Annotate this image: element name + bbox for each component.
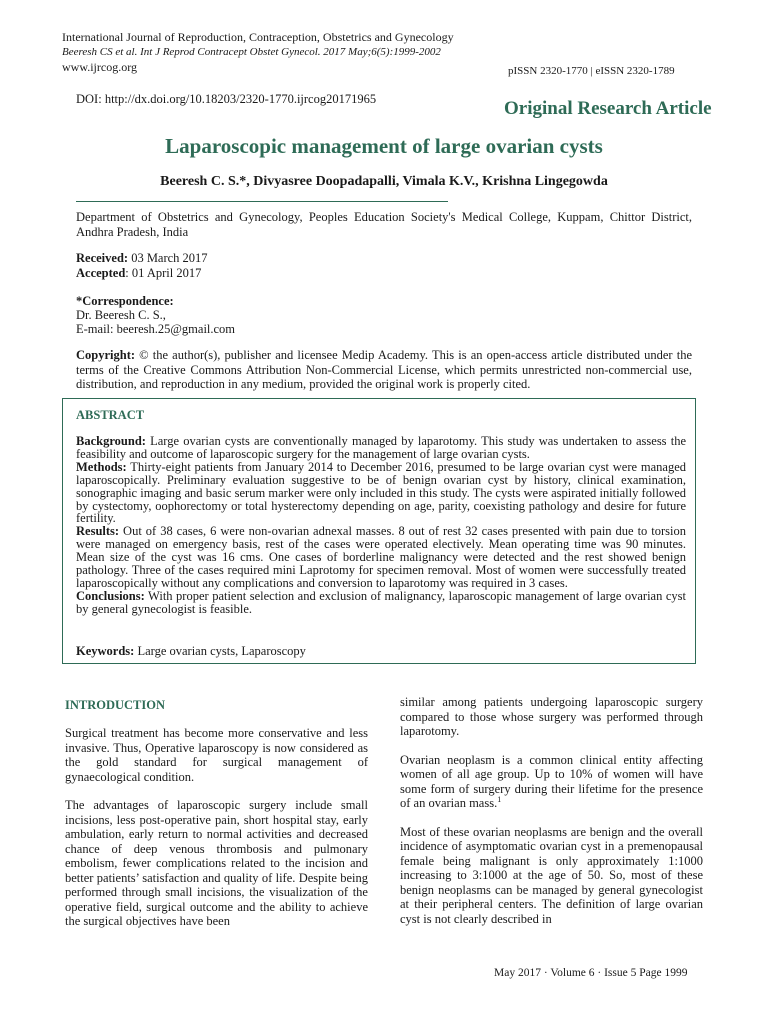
- received-label: Received:: [76, 251, 129, 265]
- abstract-heading: ABSTRACT: [76, 408, 145, 422]
- citation: Beeresh CS et al. Int J Reprod Contracept Obstet Gynecol. 2017 May;6(5):1999-2002: [62, 46, 441, 58]
- introduction-heading: INTRODUCTION: [65, 698, 166, 712]
- affiliation: Department of Obstetrics and Gynecology, Peoples Education Society's Medical College, Kuppam, Chittor District, Andhra Pradesh, India: [76, 210, 692, 239]
- doi: DOI: http://dx.doi.org/10.18203/2320-1770.ijrcog20171965: [76, 92, 377, 106]
- author-list: Beeresh C. S.*, Divyasree Doopadapalli, Vimala K.V., Krishna Lingegowda: [160, 174, 608, 189]
- journal-name: International Journal of Reproduction, Contraception, Obstetrics and Gynecology: [62, 30, 454, 44]
- methods-text: Thirty-eight patients from January 2014 to December 2016, presumed to be large ovarian cyst were managed laparoscopically. Preliminary evaluation suggestive to be of benign ovarian cyst by history, clinical examination, sonographic imaging and basic serum marker were only included in this study. The cysts were aspirated initially followed by cystectomy, oophorectomy or total hysterectomy depending on age, parity, coexisting pathology and desire for future fertility.: [76, 459, 686, 526]
- methods-label: Methods:: [76, 459, 127, 474]
- citation-ref-1: 1: [497, 794, 502, 804]
- results-label: Results:: [76, 524, 120, 539]
- abstract-methods: [76, 461, 686, 526]
- paper-title: Laparoscopic management of large ovarian cysts: [165, 134, 603, 158]
- background-text: Large ovarian cysts are conventionally managed by laparotomy. This study was undertaken to assess the feasibility and outcome of laparoscopic surgery for the management of large ovarian cysts.: [76, 434, 686, 461]
- journal-website: www.ijrcog.org: [62, 60, 137, 74]
- copyright-label: Copyright:: [76, 348, 136, 362]
- conclusions-label: Conclusions:: [76, 588, 145, 603]
- intro-paragraph-2: The advantages of laparoscopic surgery include small incisions, less post-operative pain, short hospital stay, early ambulation, early return to normal activities and decreased chance of deep venous thrombosis and pulmonary embolism, fewer complications related to the incision and better patients’ satisfaction and quality of life. Despite being performed through small incisions, the visualization of the operative field, surgical outcome and the ability to achieve the surgical objectives have been: [65, 798, 368, 928]
- abstract-keywords: [76, 645, 686, 658]
- right-column: [400, 695, 703, 940]
- keywords-text: Large ovarian cysts, Laparoscopy: [134, 644, 306, 658]
- article-type: Original Research Article: [504, 98, 712, 119]
- intro-paragraph-3: similar among patients undergoing laparoscopic surgery compared to those whose surgery was performed through laparotomy.: [400, 695, 703, 738]
- keywords-label: Keywords:: [76, 644, 135, 658]
- accepted-value: : 01 April 2017: [125, 266, 202, 280]
- intro-paragraph-5: Most of these ovarian neoplasms are benign and the overall incidence of asymptomatic ovarian cyst in a premenopausal female being malignant is only approximately 1:1000 increasing to 3:1000 at the age of 50. So, most of these benign neoplasms can be managed by general gynecologist at their peripheral centers. The definition of large ovarian cyst is not clearly described in: [400, 824, 703, 926]
- abstract-box: [62, 398, 696, 664]
- intro-paragraph-4: [400, 753, 703, 811]
- correspondence-heading: *Correspondence:: [76, 294, 174, 308]
- received-value: 03 March 2017: [128, 251, 208, 265]
- copyright-notice: [76, 348, 692, 392]
- left-column: [65, 726, 368, 943]
- received-date: [76, 251, 692, 266]
- intro-paragraph-1: Surgical treatment has become more conservative and less invasive. Thus, Operative laparoscopy is now considered as the gold standard for surgical management of gynaecological condition.: [65, 726, 368, 784]
- results-text: Out of 38 cases, 6 were non-ovarian adnexal masses. 8 out of rest 32 cases presented with pain due to torsion were managed on emergency basis, rest of the cases were operated electively. Mean operating time was 90 minutes. Mean size of the cyst was 16 cms. One cases of borderline malignancy were detected and the rest showed benign pathology. Three of the cases required mini Laprotomy for specimen removal. Most of women were successfully treated laparoscopically without any complications and conversion to laparotomy was required in 3 cases.: [76, 524, 686, 590]
- accepted-label: Accepted: [76, 266, 126, 280]
- conclusions-text: With proper patient selection and exclusion of malignancy, laparoscopic management of large ovarian cyst by general gynecologist is feasible.: [76, 588, 686, 616]
- background-label: Background:: [76, 434, 146, 448]
- abstract-background: [76, 435, 686, 461]
- correspondence-email: E-mail: beeresh.25@gmail.com: [76, 322, 236, 336]
- title-divider: [76, 201, 448, 202]
- issn: pISSN 2320-1770 | eISSN 2320-1789: [508, 65, 675, 77]
- abstract-body: [76, 435, 686, 616]
- accepted-date: [76, 266, 692, 281]
- abstract-conclusions: [76, 590, 686, 616]
- copyright-text: © the author(s), publisher and licensee Medip Academy. This is an open-access article distributed under the terms of the Creative Commons Attribution Non-Commercial License, which permits unrestricted non-commercial use, distribution, and reproduction in any medium, provided the original work is properly cited.: [76, 348, 692, 391]
- intro-paragraph-4-text: Ovarian neoplasm is a common clinical entity affecting women of all age group. Up to 10% of women will have some form of surgery during their lifetime for the presence of an ovarian mass.: [400, 752, 703, 810]
- correspondence-name: Dr. Beeresh C. S.,: [76, 308, 166, 322]
- page-footer: May 2017 · Volume 6 · Issue 5 Page 1999: [494, 967, 688, 979]
- abstract-results: [76, 525, 686, 590]
